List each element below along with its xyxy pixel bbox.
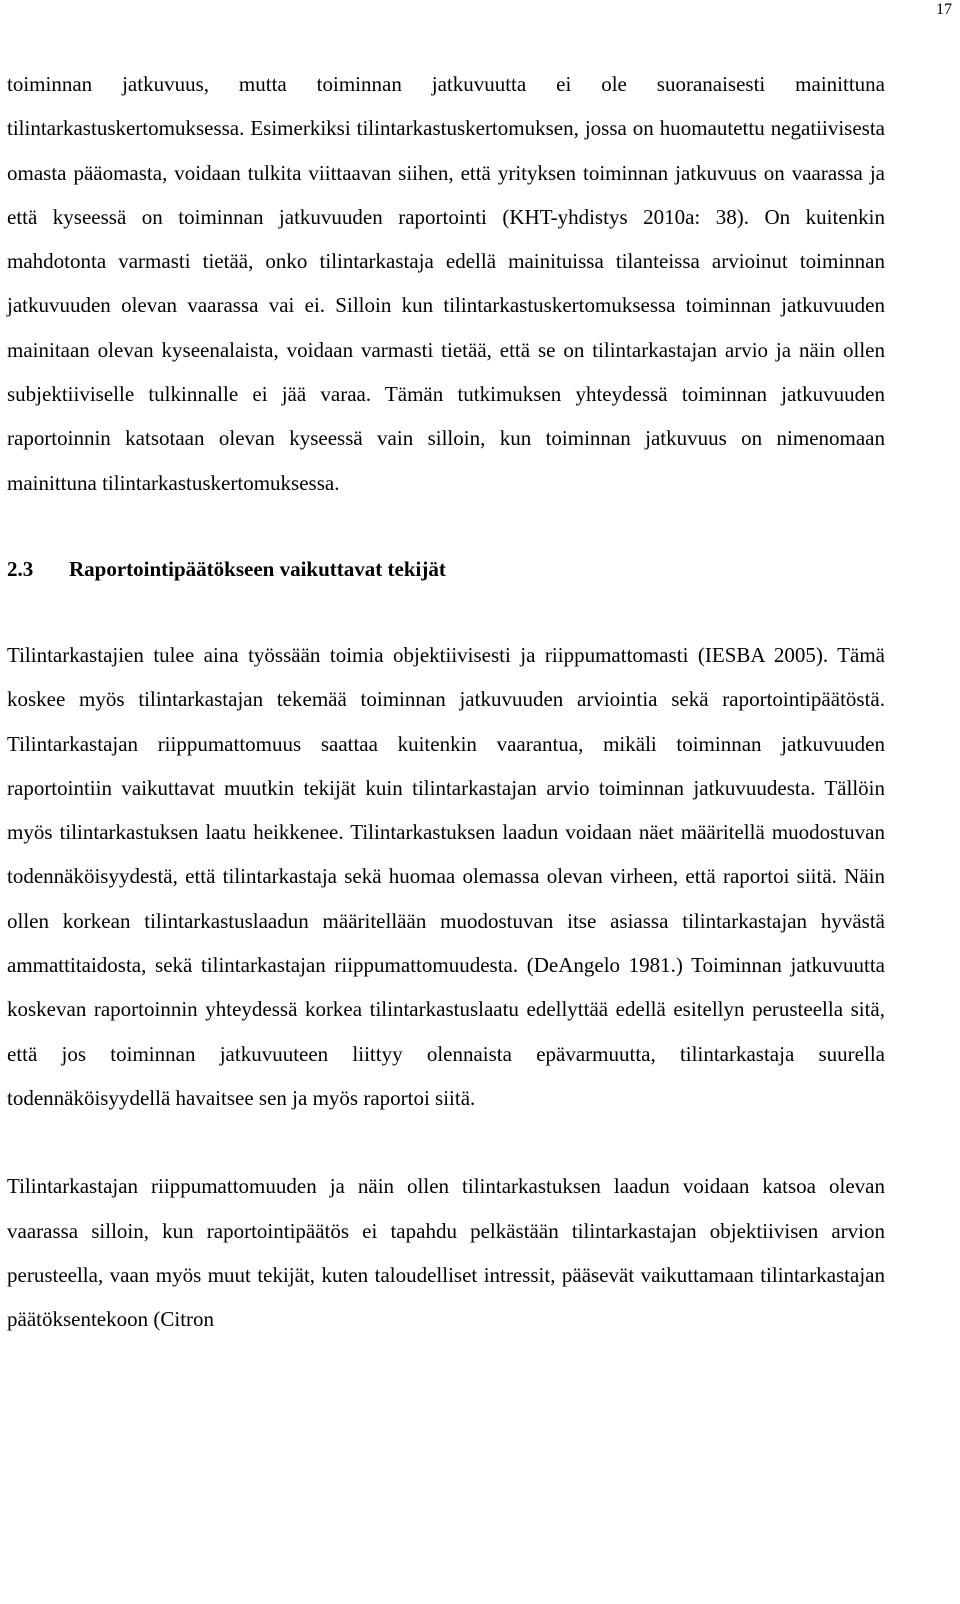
page-number: 17 [936, 1, 952, 18]
paragraph-independence-risk: Tilintarkastajan riippumattomuuden ja näin ollen tilintarkastuksen laadun voidaan katsoa olevan vaarassa silloin, kun raportointipäätös ei tapahdu pelkästään tilintarkastajan objektiivisen arvion perusteella, vaan myös muut tekijät, kuten taloudelliset intressit, pääsevät vaikuttamaan tilintarkastajan päätöksentekoon (Citron [7, 1174, 885, 1332]
section-heading [7, 547, 885, 591]
paragraph-auditor-independence: Tilintarkastajien tulee aina työssään toimia objektiivisesti ja riippumattomasti (IESBA 2005). Tämä koskee myös tilintarkastajan tekemää toiminnan jatkuvuuden arviointia sekä raportointipäätöstä. Tilintarkastajan riippumattomuus saattaa kuitenkin vaarantua, mikäli toiminnan jatkuvuuden raportointiin vaikuttavat muutkin tekijät kuin tilintarkastajan arvio toiminnan jatkuvuudesta. Tällöin myös tilintarkastuksen laatu heikkenee. Tilintarkastuksen laadun voidaan näet määritellä muodostuvan todennäköisyydestä, että tilintarkastaja sekä huomaa olemassa olevan virheen, että raportoi siitä. Näin ollen korkean tilintarkastuslaadun määritellään muodostuvan itse asiassa tilintarkastajan hyvästä ammattitaidosta, sekä tilintarkastajan riippumattomuudesta. (DeAngelo 1981.) Toiminnan jatkuvuutta koskevan raportoinnin yhteydessä korkea tilintarkastuslaatu edellyttää edellä esitellyn perusteella sitä, että jos toiminnan jatkuvuuteen liittyy olennaista epävarmuutta, tilintarkastaja suurella todennäköisyydellä havaitsee sen ja myös raportoi siitä. [7, 642, 885, 1110]
section-number: 2.3 [7, 556, 34, 581]
section-title: Raportointipäätökseen vaikuttavat tekijät [69, 556, 446, 581]
paragraph-going-concern-reporting: toiminnan jatkuvuus, mutta toiminnan jatkuvuutta ei ole suoranaisesti mainittuna tilintarkastuskertomuksessa. Esimerkiksi tilintarkastuskertomuksen, jossa on huomautettu negatiivisesta omasta pääomasta, voidaan tulkita viittaavan siihen, että yrityksen toiminnan jatkuvuus on vaarassa ja että kyseessä on toiminnan jatkuvuuden raportointi (KHT-yhdistys 2010a: 38). On kuitenkin mahdotonta varmasti tietää, onko tilintarkastaja edellä mainituissa tilanteissa arvioinut toiminnan jatkuvuuden olevan vaarassa vai ei. Silloin kun tilintarkastuskertomuksessa toiminnan jatkuvuuden mainitaan olevan kyseenalaista, voidaan varmasti tietää, että se on tilintarkastajan arvio ja näin ollen subjektiiviselle tulkinnalle ei jää varaa. Tämän tutkimuksen yhteydessä toiminnan jatkuvuuden raportoinnin katsotaan olevan kyseessä vain silloin, kun toiminnan jatkuvuus on nimenomaan mainittuna tilintarkastuskertomuksessa. [7, 72, 885, 495]
document-body [7, 62, 885, 1341]
